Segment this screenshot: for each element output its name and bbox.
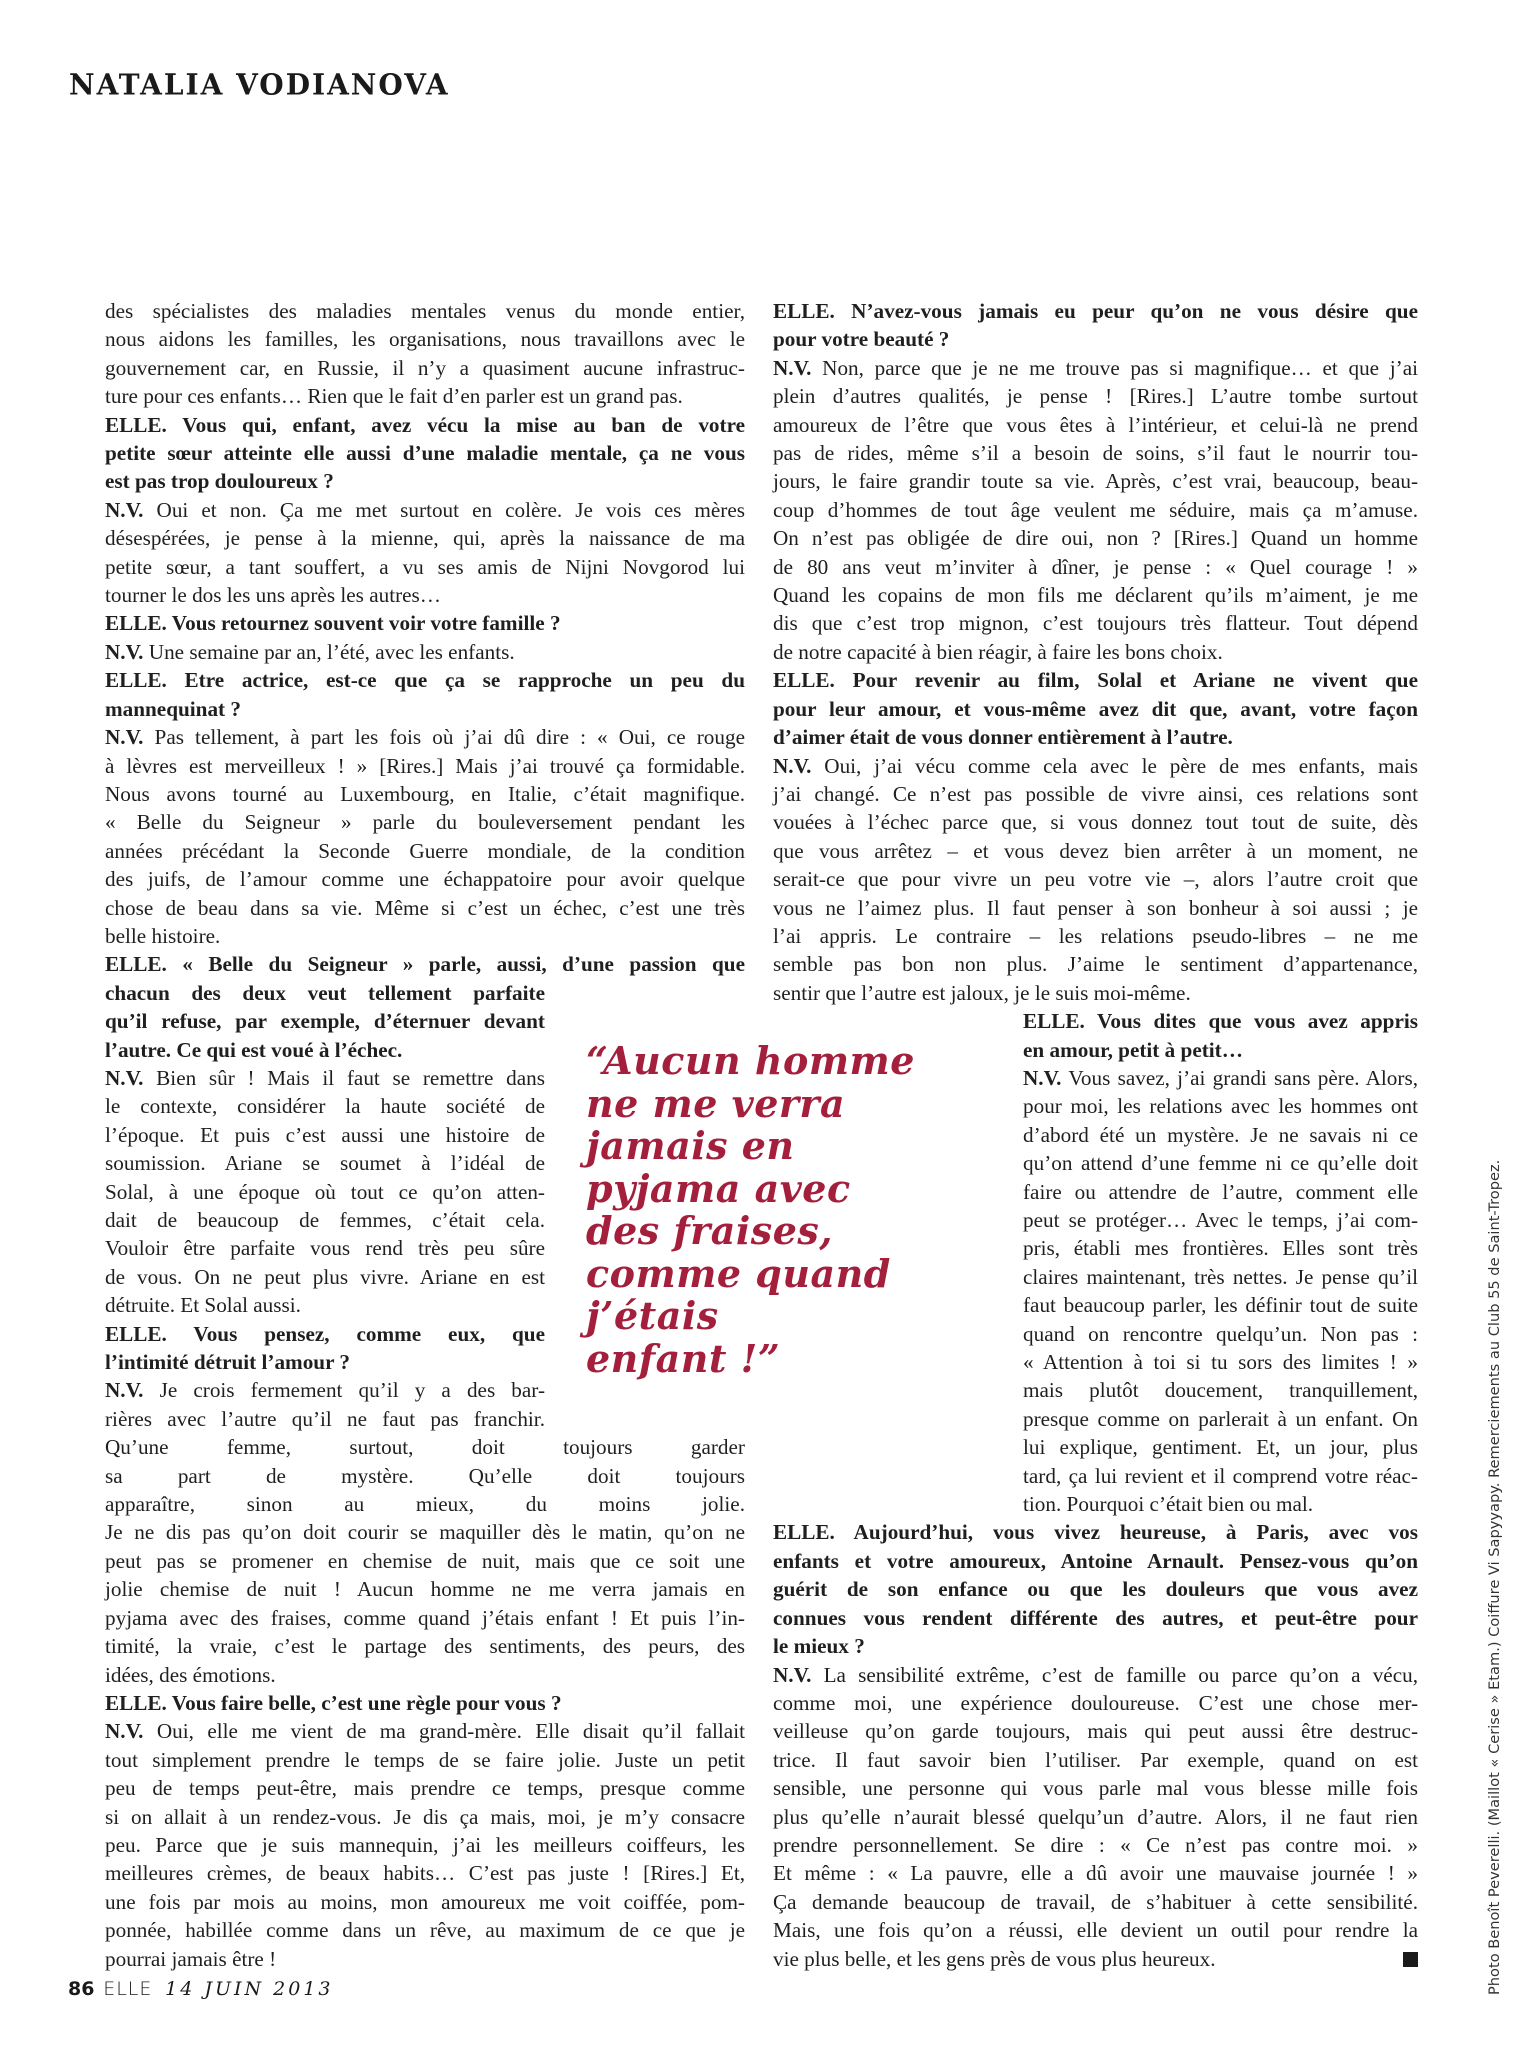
- text-line: le mieux ?: [773, 1634, 865, 1659]
- interview-answer: [105, 723, 745, 950]
- text-line: qu’on attend d’une femme ni ce qu’elle doit: [1023, 1151, 1418, 1176]
- text-line: j’ai changé. Ce n’est pas possible de vivre ainsi, ces relations sont: [773, 781, 1418, 806]
- text-line: sa part de mystère. Qu’elle doit toujours: [105, 1463, 745, 1488]
- pull-quote-line: jamais en: [586, 1123, 795, 1168]
- text-line: d’abord été un mystère. Je ne savais ni ce: [1023, 1122, 1418, 1147]
- text-line: prendre personnellement. Se dire : « Ce n’est pas contre moi. »: [773, 1832, 1418, 1857]
- text-line: Je ne dis pas qu’on doit courir se maquiller dès le matin, qu’on ne: [105, 1520, 745, 1545]
- text-line: désespérées, je pense à la mienne, qui, après la naissance de ma: [105, 526, 745, 551]
- interview-answer: [105, 638, 745, 666]
- text-line: On n’est pas obligée de dire oui, non ? [Rires.] Quand un homme: [773, 526, 1418, 551]
- pull-quote-line: “Aucun homme: [586, 1038, 915, 1083]
- text-line: jolie chemise de nuit ! Aucun homme ne me verra jamais en: [105, 1577, 745, 1602]
- speaker-nv: N.V.: [773, 355, 812, 380]
- text-line: « Belle du Seigneur » parle du bouleversement pendant les: [105, 810, 745, 835]
- text-line: chose de beau dans sa vie. Même si c’est un échec, c’est une très: [105, 895, 745, 920]
- speaker-nv: N.V.: [105, 639, 144, 664]
- text-line: Ça demande beaucoup de travail, de s’habituer à cette sensibilité.: [773, 1889, 1418, 1914]
- text-line: tard, ça lui revient et il comprend votre réac-: [1023, 1463, 1418, 1488]
- speaker-elle: ELLE.: [105, 1690, 167, 1715]
- text-line: apparaître, sinon au mieux, du moins jolie.: [105, 1492, 745, 1517]
- text-line: N.V. Je crois fermement qu’il y a des bar-: [105, 1378, 545, 1403]
- text-line: Vouloir être parfaite vous rend très peu sûre: [105, 1236, 545, 1261]
- text-line: N.V. Oui, j’ai vécu comme cela avec le père de mes enfants, mais: [773, 753, 1418, 778]
- text-line: claires maintenant, très nettes. Je pense qu’il: [1023, 1264, 1418, 1289]
- text-line: pour moi, les relations avec les hommes ont: [1023, 1094, 1418, 1119]
- text-line: belle histoire.: [105, 923, 221, 948]
- interview-answer: [773, 354, 1418, 666]
- text-line: presque comme on parlerait à un enfant. On: [1023, 1406, 1418, 1431]
- text-line: tourner le dos les uns après les autres…: [105, 583, 441, 608]
- text-line: serait-ce que pour vivre un peu votre vie –, alors l’autre croit que: [773, 867, 1418, 892]
- text-line: jours, le faire grandir toute sa vie. Après, c’est vrai, beaucoup, beau-: [773, 469, 1418, 494]
- pull-quote-line: enfant !”: [586, 1335, 781, 1381]
- text-line: mais plutôt doucement, tranquillement,: [1023, 1378, 1418, 1403]
- speaker-nv: N.V.: [105, 1378, 144, 1403]
- speaker-elle: ELLE.: [105, 611, 167, 636]
- text-line: qu’il refuse, par exemple, d’éternuer devant: [105, 1009, 545, 1034]
- text-line: d’aimer était de vous donner entièrement à l’autre.: [773, 725, 1233, 750]
- text-line: timité, la vraie, c’est le partage des sentiments, des peurs, des: [105, 1634, 745, 1659]
- text-line: ELLE. Aujourd’hui, vous vivez heureuse, à Paris, avec vos: [773, 1520, 1418, 1545]
- text-line: veilleuse qu’on garde toujours, mais qui peut aussi être destruc-: [773, 1719, 1418, 1744]
- text-line: le contexte, considérer la haute société de: [105, 1094, 545, 1119]
- text-line: N.V. Non, parce que je ne me trouve pas si magnifique… et que j’ai: [773, 355, 1418, 380]
- text-line: Solal, à une époque où tout ce qu’on atten-: [105, 1179, 545, 1204]
- text-line: dis que c’est trop mignon, c’est toujours très flatteur. Tout dépend: [773, 611, 1418, 636]
- text-line: plus qu’elle n’aurait blessé quelqu’un d’autre. Alors, il ne faut rien: [773, 1804, 1418, 1829]
- text-line: de notre capacité à bien réagir, à faire les bons choix.: [773, 639, 1223, 664]
- photo-credit: Photo Benoît Peverelli. (Maillot « Cerise » Etam.) Coiffure Vi Sapyyapy. Remerciements au Club 55 de Saint-Tropez.: [1486, 1159, 1503, 1995]
- text-line: l’autre. Ce qui est voué à l’échec.: [105, 1037, 403, 1062]
- text-line: ponnée, habillée comme dans un rêve, au maximum de ce que je: [105, 1918, 745, 1943]
- text-line: l’ai appris. Le contraire – les relations pseudo-libres – ne me: [773, 923, 1418, 948]
- pull-quote-line: des fraises,: [586, 1208, 833, 1253]
- text-line: coup d’hommes de tout âge veulent me séduire, mais ça m’amuse.: [773, 497, 1418, 522]
- magazine-brand: ELLE: [103, 1978, 153, 2000]
- interview-question: [773, 1518, 1418, 1660]
- text-line: petite sœur, a tant souffert, a vu ses amis de Nijni Novgorod lui: [105, 554, 745, 579]
- interview-answer: [105, 496, 745, 610]
- speaker-nv: N.V.: [773, 753, 812, 778]
- interview-question: [773, 666, 1418, 751]
- text-line: « Attention à toi si tu sors des limites ! »: [1023, 1350, 1418, 1375]
- speaker-elle: ELLE.: [773, 668, 835, 693]
- interview-question: [773, 297, 1418, 354]
- text-line: pourrai jamais être !: [105, 1946, 277, 1971]
- speaker-nv: N.V.: [105, 1719, 144, 1744]
- text-line: meilleures crèmes, de beaux habits… C’est pas juste ! [Rires.] Et,: [105, 1861, 745, 1886]
- text-line: pris, établi mes frontières. Elles sont très: [1023, 1236, 1418, 1261]
- pull-quote-line: pyjama avec: [586, 1165, 851, 1211]
- text-line: guérit de son enfance ou que les douleurs que vous avez: [773, 1577, 1418, 1602]
- text-line: est pas trop douloureux ?: [105, 469, 334, 494]
- text-line: Nous avons tourné au Luxembourg, en Italie, c’était magnifique.: [105, 781, 745, 806]
- text-line: tout simplement prendre le temps de se faire jolie. Juste un petit: [105, 1747, 745, 1772]
- text-line: N.V. Oui, elle me vient de ma grand-mère. Elle disait qu’il fallait: [105, 1719, 745, 1744]
- text-line: ELLE. Etre actrice, est-ce que ça se rapproche un peu du: [105, 668, 745, 693]
- interview-question: [105, 609, 745, 637]
- text-line: soumission. Ariane se soumet à l’idéal de: [105, 1151, 545, 1176]
- text-line: ture pour ces enfants… Rien que le fait d’en parler est un grand pas.: [105, 384, 683, 409]
- text-line: des spécialistes des maladies mentales venus du monde entier,: [105, 299, 745, 323]
- page-footer: [68, 1978, 334, 2001]
- text-line: pas de rides, même s’il a besoin de soins, s’il faut le nourrir tou-: [773, 441, 1418, 466]
- text-line: semble pas bon non plus. J’aime le sentiment d’appartenance,: [773, 952, 1418, 977]
- pull-quote-line: j’étais: [586, 1293, 719, 1338]
- text-line: N.V. La sensibilité extrême, c’est de famille ou parce qu’on a vécu,: [773, 1662, 1418, 1687]
- speaker-elle: ELLE.: [105, 952, 167, 977]
- text-line: faire ou attendre de l’autre, comment elle: [1023, 1179, 1418, 1204]
- pull-quote: [586, 1040, 946, 1380]
- text-line: Mais, une fois qu’on a réussi, elle devient un outil pour rendre la: [773, 1918, 1418, 1943]
- interview-answer: [105, 1717, 745, 1973]
- speaker-elle: ELLE.: [105, 668, 167, 693]
- issue-date: 14 JUIN 2013: [165, 1978, 334, 2000]
- text-line: de vous. On ne peut plus vivre. Ariane en est: [105, 1264, 545, 1289]
- text-line: vie plus belle, et les gens près de vous plus heureux.: [773, 1945, 1418, 1973]
- text-line: ELLE. Vous pensez, comme eux, que: [105, 1321, 545, 1346]
- text-line: enfants et votre amoureux, Antoine Arnault. Pensez-vous qu’on: [773, 1548, 1418, 1573]
- text-line: vouées à l’échec parce que, si vous donnez tout tout de suite, dès: [773, 810, 1418, 835]
- text-line: que vous arrêtez – et vous devez bien arrêter à un moment, ne: [773, 838, 1418, 863]
- text-line: ELLE. Pour revenir au film, Solal et Ariane ne vivent que: [773, 668, 1418, 693]
- text-line: faut beaucoup parler, les définir tout de suite: [1023, 1293, 1418, 1318]
- text-line: en amour, petit à petit…: [1023, 1037, 1243, 1062]
- text-line: amoureux de l’être que vous êtes à l’intérieur, et celui-là ne prend: [773, 412, 1418, 437]
- text-line: mannequinat ?: [105, 696, 241, 721]
- interview-question: [105, 411, 745, 496]
- text-line: ELLE. Vous faire belle, c’est une règle pour vous ?: [105, 1690, 562, 1715]
- text-line: peut se protéger… Avec le temps, j’ai com-: [1023, 1208, 1418, 1232]
- speaker-nv: N.V.: [105, 1065, 144, 1090]
- speaker-nv: N.V.: [105, 725, 144, 750]
- text-line: nous aidons les familles, les organisations, nous travaillons avec le: [105, 327, 745, 352]
- text-line: N.V. Oui et non. Ça me met surtout en colère. Je vois ces mères: [105, 497, 745, 522]
- speaker-nv: N.V.: [773, 1662, 812, 1687]
- speaker-elle: ELLE.: [1023, 1009, 1085, 1034]
- pull-quote-line: comme quand: [586, 1250, 891, 1296]
- text-line: peut pas se promener en chemise de nuit, mais que ce soit une: [105, 1548, 745, 1573]
- page-number: 86: [68, 1978, 95, 2000]
- speaker-nv: N.V.: [105, 497, 144, 522]
- text-line: N.V. Une semaine par an, l’été, avec les enfants.: [105, 639, 515, 664]
- text-line: ELLE. Vous retournez souvent voir votre famille ?: [105, 611, 561, 636]
- text-line: lui explique, gentiment. Et, un jour, plus: [1023, 1435, 1418, 1460]
- text-line: ELLE. « Belle du Seigneur » parle, aussi, d’une passion que: [105, 952, 745, 977]
- text-line: vous ne l’aimez plus. Il faut penser à son bonheur à soi aussi ; je: [773, 895, 1418, 920]
- interview-question: [105, 666, 745, 723]
- text-line: N.V. Pas tellement, à part les fois où j’ai dû dire : « Oui, ce rouge: [105, 725, 745, 750]
- text-line: sensible, une personne qui vous parle mal vous blesse mille fois: [773, 1776, 1418, 1801]
- text-line: chacun des deux veut tellement parfaite: [105, 980, 545, 1005]
- text-line: Quand les copains de mon fils me déclarent qu’ils m’aiment, je me: [773, 583, 1418, 608]
- text-line: quand on rencontre quelqu’un. Non pas :: [1023, 1321, 1418, 1346]
- text-line: ELLE. Vous dites que vous avez appris: [1023, 1009, 1418, 1034]
- text-line: plein d’autres qualités, je pense ! [Rires.] L’autre tombe surtout: [773, 384, 1418, 409]
- text-line: peu. Parce que je suis mannequin, j’ai les meilleurs coiffeurs, les: [105, 1832, 745, 1857]
- text-line: Qu’une femme, surtout, doit toujours garder: [105, 1435, 745, 1460]
- interview-question: [105, 1689, 745, 1717]
- interview-answer: [773, 1661, 1418, 1973]
- text-line: l’intimité détruit l’amour ?: [105, 1350, 350, 1375]
- text-line: pour leur amour, et vous-même avez dit que, avant, votre façon: [773, 696, 1418, 721]
- end-of-article-mark: [1403, 1952, 1418, 1967]
- text-line: tion. Pourquoi c’était bien ou mal.: [1023, 1492, 1314, 1517]
- interview-answer: [773, 752, 1418, 1008]
- text-line: des juifs, de l’amour comme une échappatoire pour avoir quelque: [105, 867, 745, 892]
- text-line: pyjama avec des fraises, comme quand j’étais enfant ! Et puis l’in-: [105, 1605, 745, 1630]
- text-line: dait de beaucoup de femmes, c’était cela.: [105, 1208, 545, 1232]
- text-line: comme moi, une expérience douloureuse. C’est une chose mer-: [773, 1690, 1418, 1715]
- text-line: gouvernement car, en Russie, il n’y a quasiment aucune infrastruc-: [105, 355, 745, 380]
- text-line: N.V. Vous savez, j’ai grandi sans père. Alors,: [1023, 1065, 1418, 1090]
- text-line: de 80 ans veut m’inviter à dîner, je pense : « Quel courage ! »: [773, 554, 1418, 579]
- text-line: rières avec l’autre qu’il ne faut pas franchir.: [105, 1406, 545, 1431]
- text-line: une fois par mois au moins, mon amoureux me voit coiffée, pom-: [105, 1889, 745, 1914]
- text-line: ELLE. N’avez-vous jamais eu peur qu’on ne vous désire que: [773, 299, 1418, 323]
- speaker-elle: ELLE.: [105, 1321, 167, 1346]
- page-header-title: NATALIA VODIANOVA: [69, 67, 450, 102]
- text-line: si on allait à un rendez-vous. Je dis ça mais, moi, je m’y consacre: [105, 1804, 745, 1829]
- text-line: l’époque. Et puis c’est aussi une histoire de: [105, 1122, 545, 1147]
- text-line: trice. Il faut savoir bien l’utiliser. Par exemple, quand on est: [773, 1747, 1418, 1772]
- text-line: détruite. Et Solal aussi.: [105, 1293, 301, 1318]
- pull-quote-line: ne me verra: [586, 1080, 846, 1126]
- speaker-elle: ELLE.: [773, 299, 835, 323]
- interview-answer: [105, 1376, 745, 1688]
- text-line: connues vous rendent différente des autres, et peut-être pour: [773, 1605, 1418, 1630]
- text-line: Et même : « La pauvre, elle a dû avoir une mauvaise journée ! »: [773, 1861, 1418, 1886]
- speaker-nv: N.V.: [1023, 1065, 1062, 1090]
- text-line: peu de temps peut-être, mais prendre ce temps, presque comme: [105, 1776, 745, 1801]
- text-line: idées, des émotions.: [105, 1662, 276, 1687]
- text-line: à lèvres est merveilleux ! » [Rires.] Mais j’ai trouvé ça formidable.: [105, 753, 745, 778]
- text-line: N.V. Bien sûr ! Mais il faut se remettre dans: [105, 1065, 545, 1090]
- article-paragraph: [105, 297, 745, 411]
- speaker-elle: ELLE.: [105, 412, 167, 437]
- speaker-elle: ELLE.: [773, 1520, 835, 1545]
- text-line: années précédant la Seconde Guerre mondiale, de la condition: [105, 838, 745, 863]
- text-line: petite sœur atteinte elle aussi d’une maladie mentale, ça ne vous: [105, 441, 745, 466]
- text-line: pour votre beauté ?: [773, 327, 950, 352]
- text-line: sentir que l’autre est jaloux, je le suis moi-même.: [773, 980, 1191, 1005]
- text-line: ELLE. Vous qui, enfant, avez vécu la mise au ban de votre: [105, 412, 745, 437]
